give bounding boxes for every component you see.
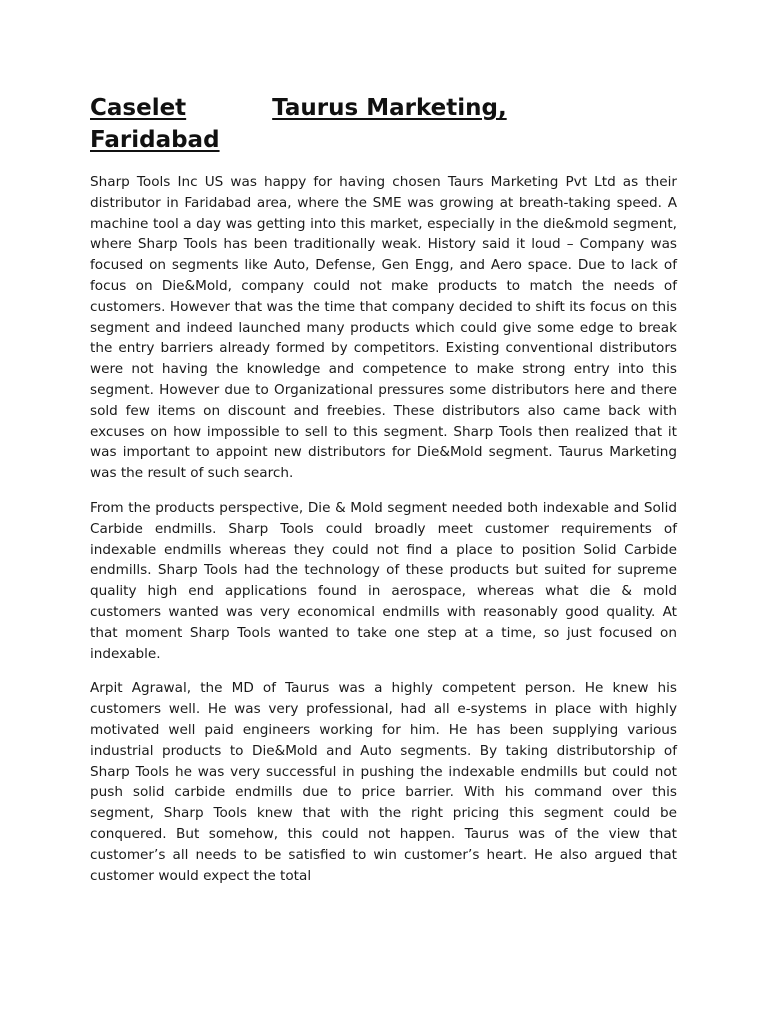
title-company-name: Taurus Marketing, — [272, 95, 507, 121]
paragraph-2: From the products perspective, Die & Mold segment needed both indexable and Solid Carbide endmills. Sharp Tools could broadly meet customer requirements of indexable endmills whereas they could not find a place to position Solid Carbide endmills. Sharp Tools had the technology of these products but suited for supreme quality high end applications found in aerospace, whereas what die & mold customers wanted was very economical endmills with reasonably good quality. At that moment Sharp Tools wanted to take one step at a time, so just focused on indexable. — [90, 499, 677, 662]
document-title — [90, 92, 677, 156]
document-page — [90, 92, 677, 900]
title-location: Faridabad — [90, 127, 220, 153]
paragraph-3: Arpit Agrawal, the MD of Taurus was a highly competent person. He knew his customers well. He was very professional, had all e-systems in place with highly motivated well paid engineers working for him. He has been supplying various industrial products to Die&Mold and Auto segments. By taking distributorship of Sharp Tools he was very successful in pushing the indexable endmills but could not push solid carbide endmills due to price barrier. With his command over this segment, Sharp Tools knew that with the right pricing this segment could be conquered. But somehow, this could not happen. Taurus was of the view that customer’s all needs to be satisfied to win customer’s heart. He also argued that customer would expect the total — [90, 680, 677, 884]
paragraph-1: Sharp Tools Inc US was happy for having chosen Taurs Marketing Pvt Ltd as their distributor in Faridabad area, where the SME was growing at breath-taking speed. A machine tool a day was getting into this market, especially in the die&mold segment, where Sharp Tools has been traditionally weak. History said it loud – Company was focused on segments like Auto, Defense, Gen Engg, and Aero space. Due to lack of focus on Die&Mold, company could not make products to match the needs of customers. However that was the time that company decided to shift its focus on this segment and indeed launched many products which could give some edge to break the entry barriers already formed by competitors. Existing conventional distributors were not having the knowledge and competence to make strong entry into this segment. However due to Organizational pressures some distributors here and there sold few items on discount and freebies. These distributors also came back with excuses on how impossible to sell to this segment. Sharp Tools then realized that it was important to appoint new distributors for Die&Mold segment. Taurus Marketing was the result of such search. — [90, 174, 677, 482]
title-word-caselet: Caselet — [90, 95, 187, 121]
